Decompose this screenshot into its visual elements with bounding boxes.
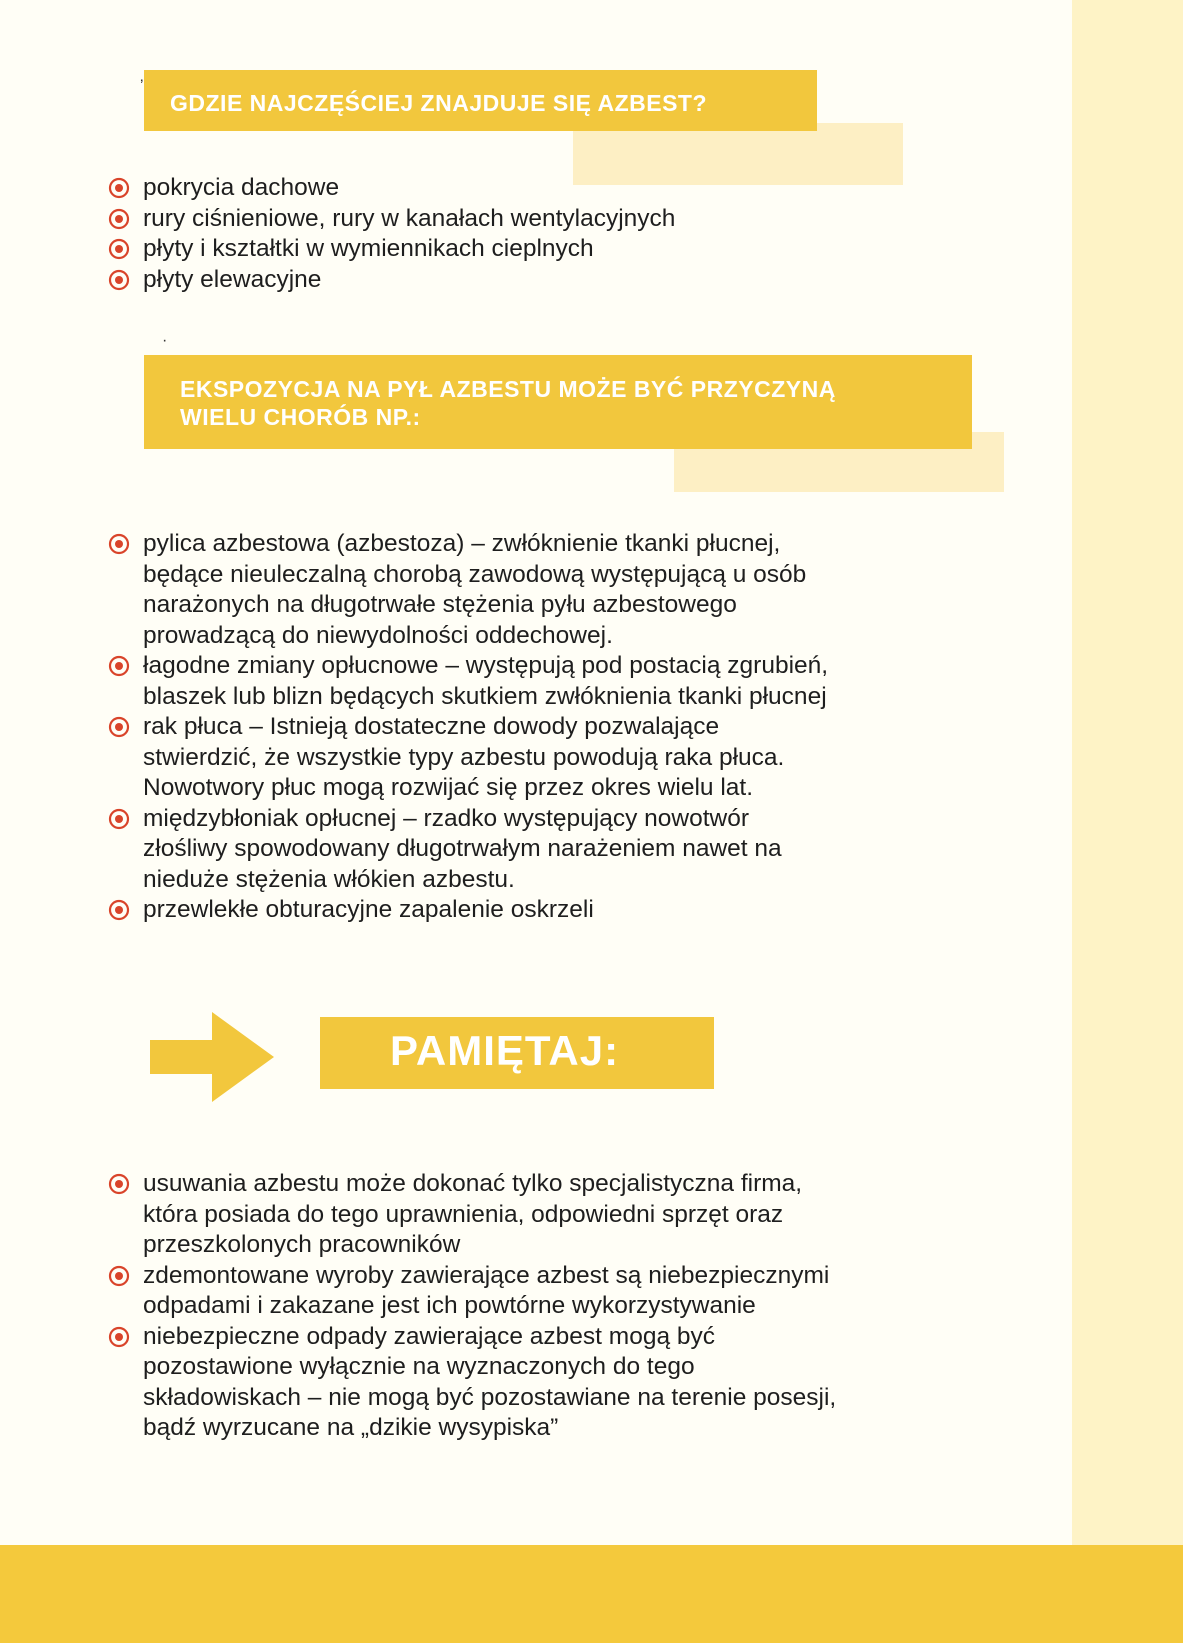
list-item: [108, 265, 1008, 296]
list-item-line: niebezpieczne odpady zawierające azbest mogą być: [143, 1322, 716, 1350]
list-item-text: rury ciśnieniowe, rury w kanałach wentylacyjnych: [143, 204, 676, 232]
list-item-line: prowadzącą do niewydolności oddechowej.: [143, 621, 613, 649]
list-item-line: bądź wyrzucane na „dzikie wysypiska”: [143, 1414, 559, 1441]
list-item-line: międzybłoniak opłucnej – rzadko występujący nowotwór: [143, 804, 750, 832]
target-bullet-icon: [108, 1173, 130, 1195]
list-item-line: usuwania azbestu może dokonać tylko specjalistyczna firma,: [143, 1170, 803, 1197]
list-item: [108, 895, 1008, 926]
list-item: [108, 529, 1008, 651]
target-bullet-icon: [108, 716, 130, 738]
list-item-line: która posiada do tego uprawnienia, odpowiedni sprzęt oraz: [143, 1200, 784, 1228]
list-item: [108, 804, 1008, 896]
list-item-line: przeszkolonych pracowników: [143, 1231, 461, 1258]
list-item: [108, 234, 1008, 265]
target-bullet-icon: [108, 1326, 130, 1348]
list-item-text: pokrycia dachowe: [143, 174, 340, 201]
list-item-line: będące nieuleczalną chorobą zawodową występującą u osób: [143, 560, 807, 588]
target-bullet-icon: [108, 238, 130, 260]
scan-speck: ʼ: [140, 78, 144, 95]
right-arrow-icon: [150, 1012, 274, 1102]
list-item-line: łagodne zmiany opłucnowe – występują pod postacią zgrubień,: [143, 652, 829, 679]
section-heading-remember: PAMIĘTAJ:: [320, 1017, 714, 1089]
list-item: [108, 204, 1008, 235]
list-item-line: Nowotwory płuc mogą rozwijać się przez okres wielu lat.: [143, 774, 753, 801]
right-margin-stripe: [1072, 0, 1183, 1643]
list-item-line: stwierdzić, że wszystkie typy azbestu powodują raka płuca.: [143, 743, 785, 771]
section-heading-where-asbestos: GDZIE NAJCZĘŚCIEJ ZNAJDUJE SIĘ AZBEST?: [144, 70, 817, 131]
list-item: [108, 712, 1008, 804]
list-item: [108, 1322, 1008, 1444]
asbestos-locations-list: [108, 173, 1008, 295]
heading-line: WIELU CHORÓB NP.:: [180, 404, 421, 430]
target-bullet-icon: [108, 808, 130, 830]
list-item: [108, 173, 1008, 204]
bottom-yellow-band: [0, 1545, 1183, 1643]
list-item: [108, 1261, 1008, 1322]
section-heading-diseases: [144, 355, 972, 449]
target-bullet-icon: [108, 269, 130, 291]
target-bullet-icon: [108, 533, 130, 555]
target-bullet-icon: [108, 899, 130, 921]
diseases-list: [108, 529, 1008, 926]
list-item: [108, 651, 1008, 712]
list-item-line: pozostawione wyłącznie na wyznaczonych do tego: [143, 1353, 695, 1380]
scan-speck: ·: [162, 332, 168, 349]
remember-list: [108, 1169, 1008, 1444]
list-item-line: nieduże stężenia włókien azbestu.: [143, 865, 515, 893]
list-item-line: narażonych na długotrwałe stężenia pyłu azbestowego: [143, 591, 737, 618]
list-item-text: płyty i kształtki w wymiennikach cieplnych: [143, 235, 594, 262]
target-bullet-icon: [108, 1265, 130, 1287]
target-bullet-icon: [108, 177, 130, 199]
list-item-line: przewlekłe obturacyjne zapalenie oskrzeli: [143, 896, 594, 923]
list-item-line: blaszek lub blizn będących skutkiem zwłóknienia tkanki płucnej: [143, 682, 827, 710]
list-item: [108, 1169, 1008, 1261]
heading-line: EKSPOZYCJA NA PYŁ AZBESTU MOŻE BYĆ PRZYCZYNĄ: [180, 376, 836, 402]
list-item-line: złośliwy spowodowany długotrwałym narażeniem nawet na: [143, 835, 782, 862]
list-item-text: płyty elewacyjne: [143, 265, 322, 293]
list-item-line: zdemontowane wyroby zawierające azbest są niebezpiecznymi: [143, 1261, 830, 1289]
list-item-line: rak płuca – Istnieją dostateczne dowody pozwalające: [143, 713, 720, 740]
list-item-line: składowiskach – nie mogą być pozostawiane na terenie posesji,: [143, 1383, 837, 1411]
target-bullet-icon: [108, 655, 130, 677]
list-item-line: odpadami i zakazane jest ich powtórne wykorzystywanie: [143, 1292, 756, 1319]
target-bullet-icon: [108, 208, 130, 230]
list-item-line: pylica azbestowa (azbestoza) – zwłóknienie tkanki płucnej,: [143, 530, 781, 557]
